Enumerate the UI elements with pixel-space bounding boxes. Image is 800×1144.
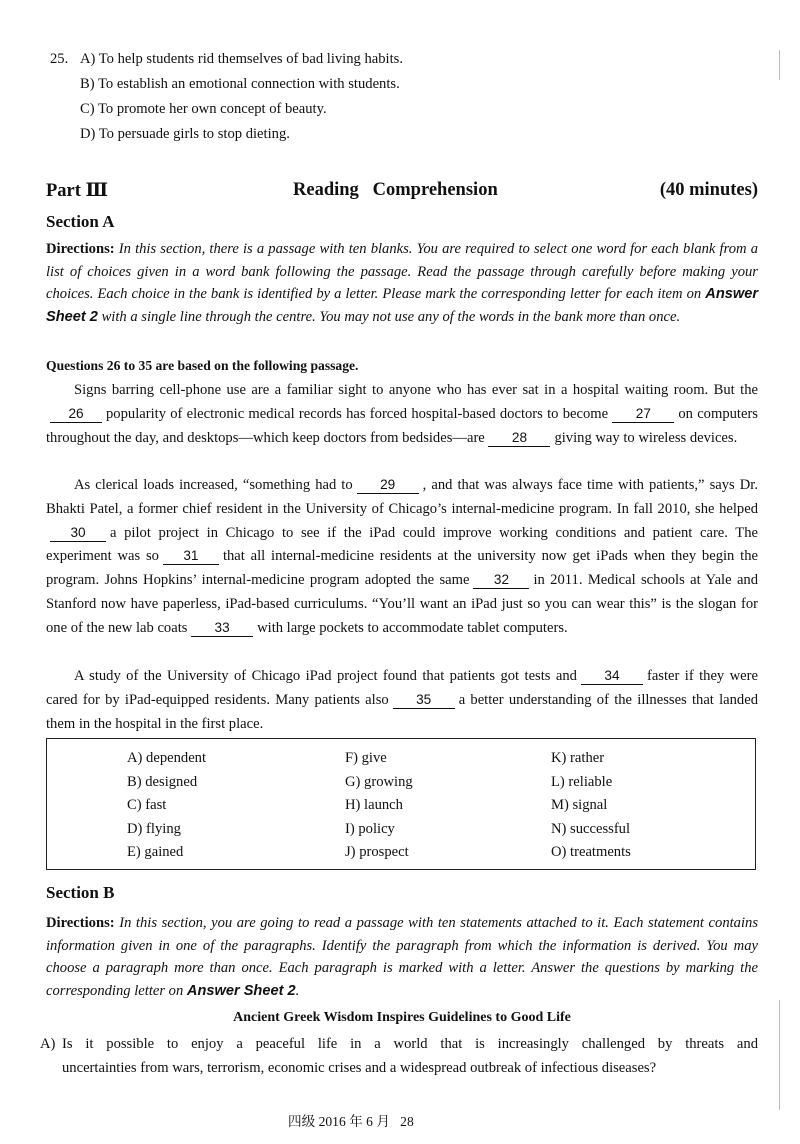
q25-option-b: B) To establish an emotional connection with students. [80,76,400,92]
word-bank [46,738,756,870]
passage-paragraph-1: Signs barring cell-phone use are a familiar sight to anyone who has ever sat in a hospital waiting room. But the26 popularity of electronic medical records has forced hospital-based doctors to become 27 on computers throughout the day, and desktops—which keep doctors from bedsides—are 28 giving way to wireless devices. [46,382,758,446]
word-choice: H) launch [345,797,403,813]
blank-33[interactable]: 33 [191,620,253,637]
section-b-directions: Directions: In this section, you are going to read a passage with ten statements attached to it. Each statement contains information given in one of the paragraphs. Identify the paragraph from which the information is derived. You may choose a paragraph more than once. Each paragraph is marked with a letter. Answer the questions by marking the corresponding letter on Answer Sheet 2. [46,915,758,999]
part-header [46,180,758,206]
q25-option-d: D) To persuade girls to stop dieting. [80,126,290,142]
word-choice: A) dependent [127,750,207,766]
word-choice: M) signal [551,797,608,813]
word-choice: K) rather [551,750,605,766]
word-bank-column-2 [345,747,413,865]
q25-block [50,48,403,145]
word-choice: D) flying [127,820,181,837]
blank-28[interactable]: 28 [488,430,550,447]
passage-title: Ancient Greek Wisdom Inspires Guidelines to Good Life [233,1010,571,1025]
page-footer: 四级 2016 年 6 月 28 [288,1114,414,1129]
word-choice: E) gained [127,844,184,860]
word-bank-column-3 [551,747,631,865]
page-edge-line [779,1000,780,1110]
part-title: Reading Comprehension [293,180,498,200]
word-choice: G) growing [345,773,413,790]
blank-27[interactable]: 27 [612,406,674,423]
word-choice: F) give [345,750,387,766]
part-label: Part Ⅲ [46,181,109,201]
blank-26[interactable]: 26 [50,406,102,423]
word-choice: O) treatments [551,844,631,860]
passage-paragraph-2: As clerical loads increased, “something had to 29 , and that was always face time with patients,” says Dr. Bhakti Patel, a former chief resident in the University of Chicago’s internal-medicine program. In fall 2010, she helped30 a pilot project in Chicago to see if the iPad could improve working conditions and patient care. The experiment was so 31 that all internal-medicine residents at the university now get iPads when they begin the program. Johns Hopkins’ internal-medicine program adopted the same 32 in 2011. Medical schools at Yale and Stanford now have paperless, iPad-based curriculums. “You’ll want an iPad just so you can wear this” is the slogan for one of the new lab coats 33 with large pockets to accommodate tablet computers. [46,477,759,636]
part-time: (40 minutes) [659,180,758,200]
blank-29[interactable]: 29 [357,477,419,494]
word-choice: C) fast [127,797,167,813]
blank-32[interactable]: 32 [473,572,529,589]
q25-option-c: C) To promote her own concept of beauty. [80,101,327,117]
word-choice: B) designed [127,773,198,790]
word-choice: N) successful [551,820,631,837]
page-edge-line [779,50,780,80]
section-b-heading: Section B [46,883,115,902]
word-choice: J) prospect [345,844,409,860]
passage-paragraph-a: A) Is it possible to enjoy a peaceful life in a world that is increasingly challenged by threats and uncertainties from wars, terrorism, economic crises and a widespread outbreak of infectious diseases? [40,1036,758,1076]
section-a-directions: Directions: In this section, there is a passage with ten blanks. You are required to select one word for each blank from a list of choices given in a word bank following the passage. Read the passage through carefully before making your choices. Each choice in the bank is identified by a letter. Please mark the corresponding letter for each item on Answer Sheet 2 with a single line through the centre. You may not use any of the words in the bank more than once. [46,241,758,325]
blank-35[interactable]: 35 [393,692,455,709]
questions-heading: Questions 26 to 35 are based on the following passage. [46,358,359,373]
blank-34[interactable]: 34 [581,668,643,685]
word-bank-column-1 [127,747,206,865]
word-choice: I) policy [345,820,395,837]
blank-31[interactable]: 31 [163,548,219,565]
blank-30[interactable]: 30 [50,525,106,542]
passage-paragraph-3: A study of the University of Chicago iPad project found that patients got tests and 34 faster if they were cared for by iPad-equipped residents. Many patients also 35 a better understanding of the illnesses that landed them in the hospital in the first place. [46,668,758,732]
q25-option-a: 25. A) To help students rid themselves of bad living habits. [50,51,403,67]
word-choice: L) reliable [551,773,613,790]
section-a-heading: Section A [46,212,115,231]
